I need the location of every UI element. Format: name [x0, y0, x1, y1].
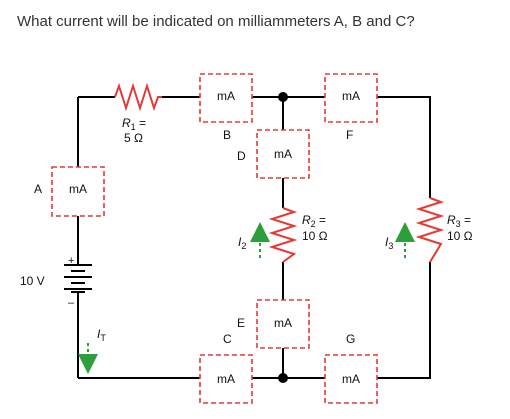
resistor-r1 — [115, 86, 162, 108]
letter-e: E — [237, 316, 246, 330]
battery-plus: + — [68, 255, 75, 267]
meter-top-right-label: mA — [342, 89, 360, 103]
resistor-r3 — [419, 198, 441, 262]
meter-lower-middle-label: mA — [274, 316, 292, 330]
r3-label: $R_3$ = — [447, 213, 472, 229]
letter-g: G — [346, 332, 356, 346]
r2-value: 10 Ω — [302, 229, 328, 243]
battery — [64, 265, 92, 292]
meter-bottom-left-label: mA — [217, 372, 235, 386]
battery-voltage-label: 10 V — [20, 274, 45, 288]
letter-a: A — [34, 182, 43, 196]
r2-label: $R_2$ = — [302, 213, 327, 229]
letter-b: B — [223, 128, 232, 142]
meter-middle-label: mA — [274, 147, 292, 161]
junction-top — [278, 92, 288, 102]
i2-label: $I_2$ — [238, 235, 247, 251]
i3-label: $I_3$ — [385, 235, 394, 251]
r3-value: 10 Ω — [447, 229, 473, 243]
question-text: What current will be indicated on milliammeters A, B and C? — [17, 13, 415, 30]
letter-d: D — [237, 149, 246, 163]
it-label: $I_T$ — [97, 327, 106, 343]
r1-label: $R_1$ = — [122, 116, 147, 132]
meter-top-left-label: mA — [217, 89, 235, 103]
junction-bottom — [278, 373, 288, 383]
letter-f: F — [346, 128, 354, 142]
r1-value: 5 Ω — [124, 131, 143, 145]
resistor-r2 — [272, 208, 294, 262]
meter-left-label: mA — [69, 182, 87, 196]
letter-c: C — [223, 332, 232, 346]
meter-bottom-right-label: mA — [342, 372, 360, 386]
battery-minus: – — [68, 297, 75, 309]
